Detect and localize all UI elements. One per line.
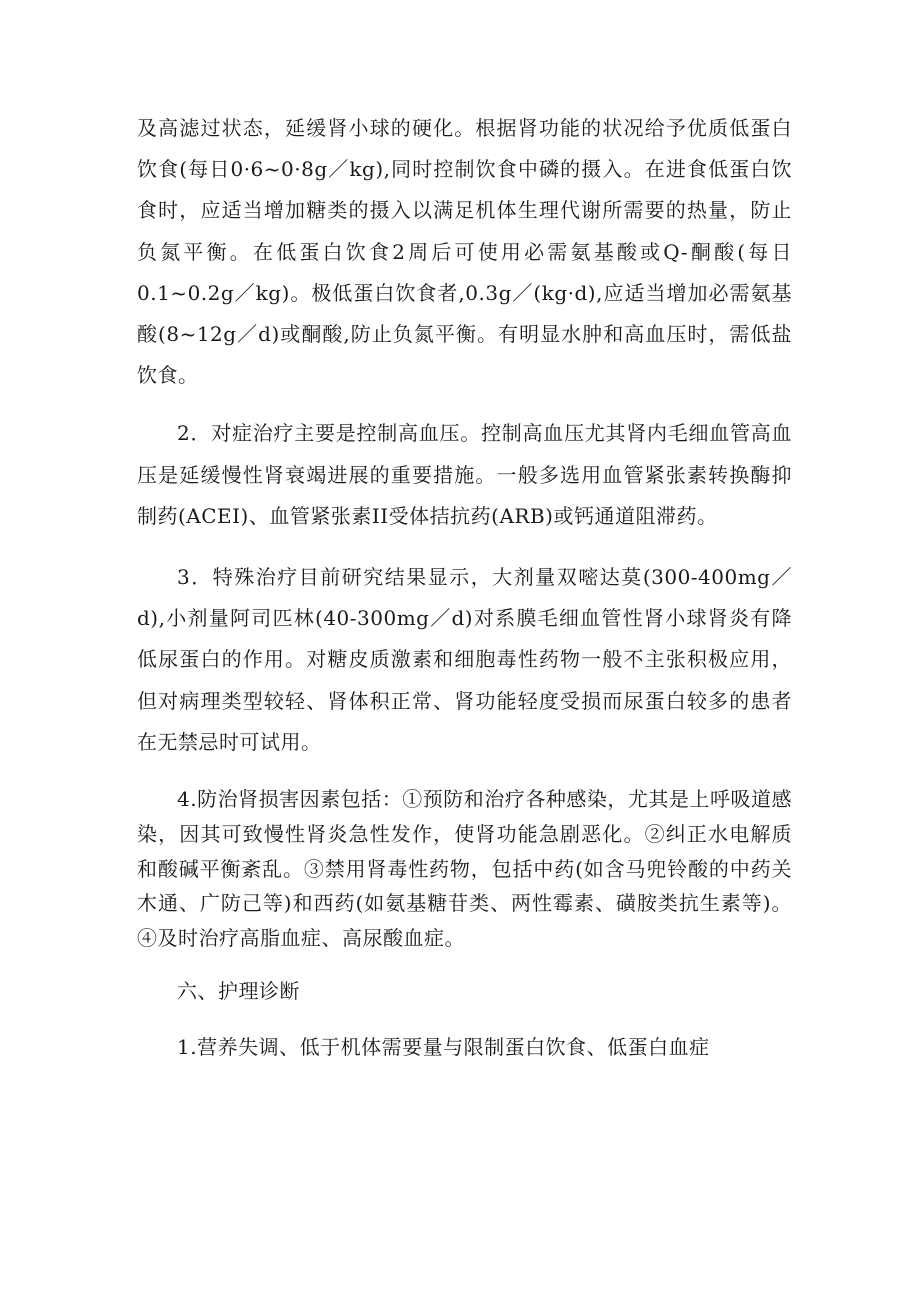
paragraph-special-treatment: 3．特殊治疗目前研究结果显示，大剂量双嘧达莫(300-400mg／d),小剂量阿司匹林(40-300mg／d)对系膜毛细血管性肾小球肾炎有降低尿蛋白的作用。对糖皮质激素和细胞毒性药物一般不主张积极应用，但对病理类型较轻、肾体积正常、肾功能轻度受损而尿蛋白较多的患者在无禁忌时可试用。	[137, 565, 792, 754]
paragraph-nursing-diagnosis-1: 1.营养失调、低于机体需要量与限制蛋白饮食、低蛋白血症	[177, 1035, 710, 1060]
paragraph-renal-damage-prevention: 4.防治肾损害因素包括：①预防和治疗各种感染，尤其是上呼吸道感染，因其可致慢性肾炎急性发作，使肾功能急剧恶化。②纠正水电解质和酸碱平衡紊乱。③禁用肾毒性药物，包括中药(如含马兜铃酸的中药关木通、广防己等)和西药(如氨基糖苷类、两性霉素、磺胺类抗生素等)。④及时治疗高脂血症、高尿酸血症。	[137, 787, 792, 951]
section-heading-nursing-diagnosis: 六、护理诊断	[177, 979, 300, 1004]
paragraph-symptomatic-treatment: 2．对症治疗主要是控制高血压。控制高血压尤其肾内毛细血管高血压是延缓慢性肾衰竭进展的重要措施。一般多选用血管紧张素转换酶抑制药(ACEI)、血管紧张素II受体拮抗药(ARB)或钙通道阻滞药。	[137, 421, 792, 528]
paragraph-diet-therapy: 及高滤过状态，延缓肾小球的硬化。根据肾功能的状况给予优质低蛋白饮食(每日0·6~0·8g／kg),同时控制饮食中磷的摄入。在进食低蛋白饮食时，应适当增加糖类的摄入以满足机体生理代谢所需要的热量，防止负氮平衡。在低蛋白饮食2周后可使用必需氨基酸或Q-酮酸(每日0.1~0.2g／kg)。极低蛋白饮食者,0.3g／(kg·d),应适当增加必需氨基酸(8~12g／d)或酮酸,防止负氮平衡。有明显水肿和高血压时，需低盐饮食。	[137, 116, 792, 388]
document-body	[137, 108, 792, 1068]
